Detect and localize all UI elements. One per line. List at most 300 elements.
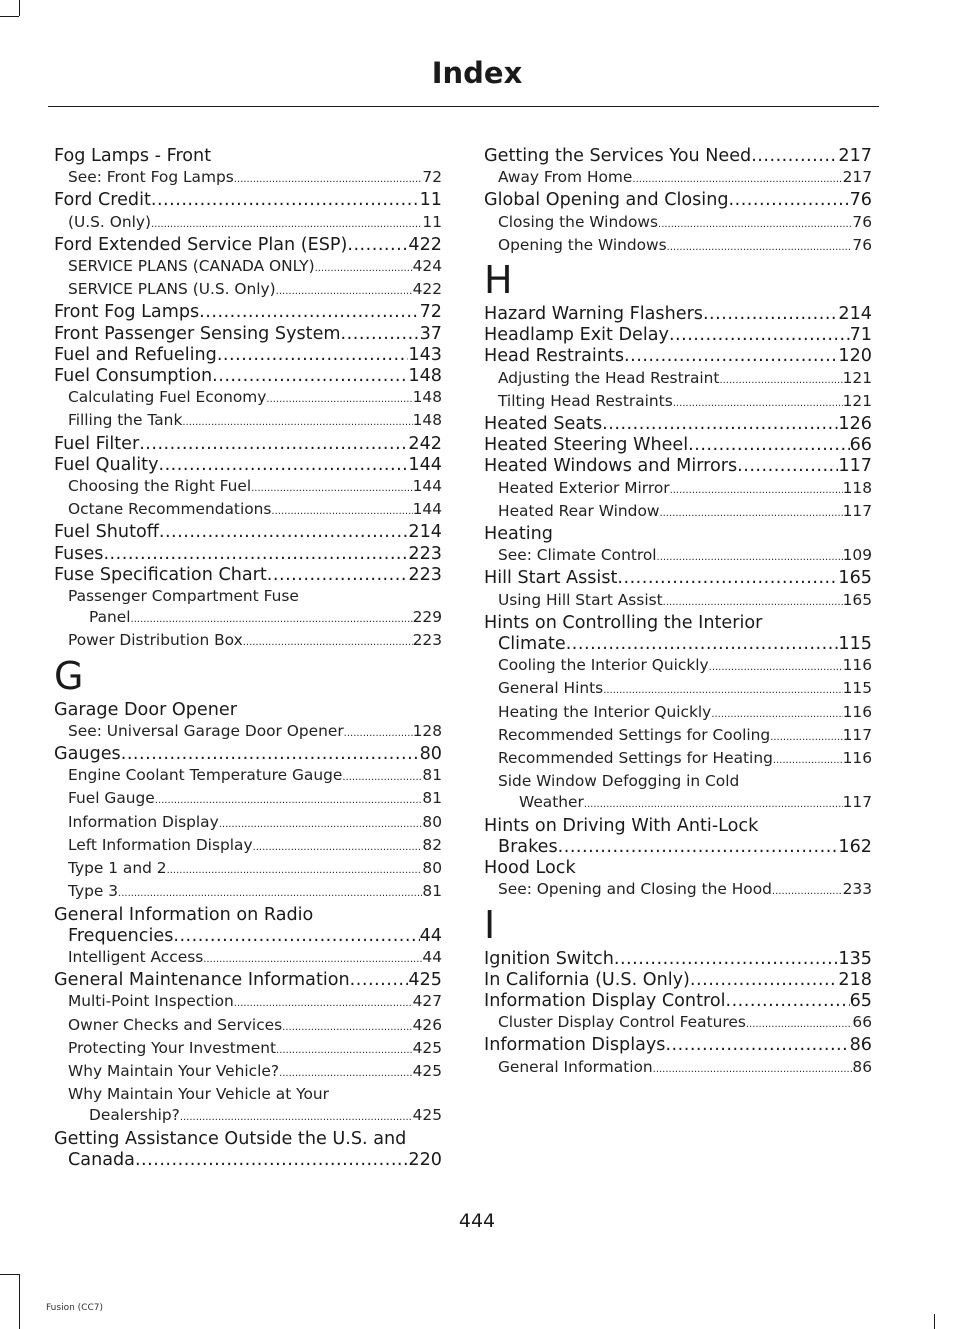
page-reference: 117 [838,456,872,477]
entry-label: Power Distribution Box [68,631,243,650]
dot-leader [665,1035,849,1056]
page-reference: 81 [422,766,442,785]
index-subentry [484,167,872,190]
index-entry [484,837,872,858]
entry-label: Fuel Gauge [68,789,155,808]
entry-label: Fog Lamps - Front [54,146,212,166]
entry-label: Heated Exterior Mirror [498,478,670,497]
dot-leader [182,412,412,433]
entry-label: Why Maintain Your Vehicle at Your [68,1085,329,1104]
index-entry [54,324,442,345]
entry-label: Fuel Quality [54,454,159,475]
page-reference: 80 [422,859,442,878]
page-reference: 128 [412,721,442,740]
dot-leader [234,993,413,1014]
index-subentry [484,879,872,902]
page-reference: 165 [842,590,872,609]
dot-leader [737,456,838,477]
crop-mark [19,1274,20,1329]
index-entry [484,634,872,655]
page-reference: 144 [408,454,442,475]
entry-label: Away From Home [498,168,633,187]
crop-mark [19,0,20,16]
entry-label: Octane Recommendations [68,500,272,519]
dot-leader [271,501,412,522]
dot-leader [584,794,843,815]
entry-label: Ignition Switch [484,948,614,969]
dot-leader [673,393,843,414]
entry-label: Fuses [54,543,104,564]
entry-label: Canada [68,1149,135,1170]
dot-leader [347,235,408,256]
entry-label: Recommended Settings for Heating [498,749,773,768]
index-subentry [484,748,872,771]
index-entry [484,568,872,589]
page-reference: 425 [412,1038,442,1057]
entry-label: In California (U.S. Only) [484,969,690,990]
dot-leader [251,478,412,499]
page-reference: 115 [838,634,872,655]
dot-leader [688,435,849,456]
dot-leader [253,837,423,858]
index-entry [484,613,872,634]
page-reference: 81 [422,882,442,901]
entry-label: General Information [498,1057,653,1076]
index-subentry [484,655,872,678]
entry-label: Side Window Defogging in Cold [498,772,740,791]
page-reference: 121 [842,391,872,410]
index-column-right [484,146,872,1080]
page-reference: 144 [412,477,442,496]
dot-leader [603,680,842,701]
index-subentry [54,991,442,1014]
dot-leader [151,214,422,235]
dot-leader [155,790,423,811]
page-reference: 162 [838,836,872,857]
index-subentry [54,721,442,744]
dot-leader [341,324,420,345]
index-subentry [54,1015,442,1038]
page-reference: 118 [842,478,872,497]
entry-label: Cluster Display Control Features [498,1013,746,1032]
page-reference: 214 [408,522,442,543]
dot-leader [773,750,843,771]
entry-label: Information Display Control [484,990,726,1011]
entry-label: Heating the Interior Quickly [498,702,712,721]
page-reference: 148 [412,411,442,430]
dot-leader [617,568,838,589]
dot-leader [167,860,423,881]
index-entry [54,302,442,323]
entry-label: Fuel Consumption [54,366,213,387]
dot-leader [159,522,409,543]
page-reference: 66 [849,435,872,456]
page-reference: 117 [842,725,872,744]
index-entry [54,434,442,455]
dot-leader [131,609,413,630]
entry-label: Opening the Windows [498,235,667,254]
dot-leader [558,837,839,858]
entry-label: (U.S. Only) [68,212,151,231]
index-entry [54,366,442,387]
header-rule [48,106,879,107]
page-reference: 220 [408,1149,442,1170]
dot-leader [267,565,409,586]
entry-label: Hazard Warning Flashers [484,304,703,325]
page-reference: 233 [842,880,872,899]
page-number: 444 [458,1210,496,1232]
index-entry [54,190,442,211]
index-subentry [54,1061,442,1084]
index-subentry [484,1057,872,1080]
dot-leader [118,883,422,904]
page-reference: 148 [408,366,442,387]
dot-leader [614,949,839,970]
index-column-left [54,146,442,1171]
index-subentry [484,545,872,568]
index-subentry [484,678,872,701]
index-subentry [484,590,872,613]
index-subentry [54,812,442,835]
index-subentry [54,586,442,607]
entry-label: Getting the Services You Need [484,146,752,166]
dot-leader [659,503,842,524]
entry-label: Type 3 [68,882,119,901]
dot-leader [243,632,413,653]
page-reference: 115 [842,679,872,698]
entry-label: See: Opening and Closing the Hood [498,880,772,899]
index-subentry [54,410,442,433]
index-subentry [54,279,442,302]
entry-label: Hood Lock [484,858,576,879]
dot-leader [282,1017,412,1038]
index-entry [484,1035,872,1056]
index-subentry [484,391,872,414]
index-section-letter: H [484,258,513,303]
entry-label: Choosing the Right Fuel [68,477,252,496]
index-entry [484,435,872,456]
dot-leader [279,1063,413,1084]
page-reference: 80 [419,744,442,765]
entry-label: Heated Seats [484,414,603,435]
index-subentry [54,387,442,410]
index-entry [484,456,872,477]
dot-leader [729,190,850,211]
page-reference: 81 [422,789,442,808]
dot-leader [772,881,843,902]
index-subentry [54,499,442,522]
index-entry [484,949,872,970]
dot-leader [217,345,409,366]
entry-label: Fuel Filter [54,433,140,454]
entry-label: Front Passenger Sensing System [54,323,341,344]
dot-leader [158,455,408,476]
page-reference: 37 [419,323,442,344]
page-reference: 116 [842,702,872,721]
dot-leader [135,1150,408,1171]
index-entry [484,858,872,879]
index-entry [54,926,442,947]
page-reference: 76 [849,190,872,211]
index-entry [484,991,872,1012]
entry-label: Garage Door Opener [54,699,237,720]
entry-label: Weather [519,793,584,812]
index-entry [54,1150,442,1171]
index-subentry [54,835,442,858]
entry-label: Information Display [68,812,219,831]
entry-label: Fuel and Refueling [54,344,217,365]
dot-leader [653,1059,853,1080]
page-reference: 143 [408,344,442,365]
page-reference: 425 [408,970,442,991]
page-reference: 116 [842,656,872,675]
entry-label: Type 1 and 2 [68,859,167,878]
dot-leader [103,544,408,565]
index-entry [54,345,442,366]
dot-leader [624,346,838,367]
index-entry [54,235,442,256]
entry-label: Adjusting the Head Restraint [498,368,720,387]
dot-leader [632,169,842,190]
dot-leader [667,237,853,258]
dot-leader [121,744,420,765]
entry-label: Multi-Point Inspection [68,992,234,1011]
index-subentry [54,1084,442,1105]
index-entry [484,346,872,367]
dot-leader [173,926,419,947]
index-entry [484,304,872,325]
page-reference: 120 [838,346,872,367]
index-entry [54,544,442,565]
page-reference: 426 [412,1015,442,1034]
index-subentry [484,501,872,524]
crop-mark [0,16,19,17]
page-reference: 76 [852,235,872,254]
entry-label: Protecting Your Investment [68,1038,277,1057]
entry-label: Front Fog Lamps [54,302,200,323]
entry-label: Owner Checks and Services [68,1015,283,1034]
index-subentry [484,725,872,748]
entry-label: Heating [484,524,553,545]
dot-leader [709,657,843,678]
index-subentry [54,788,442,811]
page-reference: 72 [419,302,442,323]
index-entry [54,905,442,926]
index-subentry [484,1012,872,1035]
entry-label: Head Restraints [484,346,625,367]
index-entry [484,524,872,545]
index-subentry [54,947,442,970]
entry-label: See: Front Fog Lamps [68,168,234,187]
index-subentry [54,212,442,235]
page-reference: 65 [849,990,872,1011]
page-reference: 109 [842,546,872,565]
index-subentry [54,167,442,190]
entry-label: Hints on Driving With Anti-Lock [484,815,759,836]
entry-label: Using Hill Start Assist [498,590,663,609]
footer-model: Fusion (CC7) [46,1303,103,1313]
entry-label: Frequencies [68,925,174,946]
entry-label: Closing the Windows [498,212,659,231]
index-section-letter: I [484,902,496,947]
dot-leader [719,370,842,391]
entry-label: SERVICE PLANS (CANADA ONLY) [68,257,315,276]
dot-leader [602,414,838,435]
index-subentry [54,256,442,279]
page-reference: 223 [408,564,442,585]
dot-leader [266,389,412,410]
index-section-letter: G [54,653,84,698]
entry-label: General Maintenance Information [54,970,350,991]
entry-label: Hill Start Assist [484,568,618,589]
dot-leader [670,480,843,501]
entry-label: Getting Assistance Outside the U.S. and [54,1128,407,1149]
entry-label: Headlamp Exit Delay [484,325,669,346]
page-reference: 223 [412,631,442,650]
page-title: Index [431,56,523,90]
dot-leader [342,767,422,788]
page-reference: 80 [422,812,442,831]
entry-label: Passenger Compartment Fuse [68,587,299,606]
page-reference: 427 [412,992,442,1011]
page-reference: 11 [419,190,442,211]
page-reference: 76 [852,212,872,231]
page-reference: 242 [408,433,442,454]
index-subentry [484,368,872,391]
crop-mark [934,1314,935,1329]
page-reference: 148 [412,388,442,407]
page-reference: 214 [838,304,872,325]
index-subentry [54,607,442,630]
dot-leader [212,366,408,387]
page-reference: 425 [412,1061,442,1080]
page-reference: 217 [842,168,872,187]
index-entry [54,970,442,991]
entry-label: Dealership? [89,1106,180,1125]
index-entry [54,455,442,476]
index-entry [54,700,442,721]
dot-leader [690,970,838,991]
dot-leader [657,547,843,568]
entry-label: Cooling the Interior Quickly [498,656,709,675]
entry-label: Calculating Fuel Economy [68,388,267,407]
page-reference: 117 [842,501,872,520]
entry-label: Gauges [54,744,121,765]
index-subentry [54,630,442,653]
dot-leader [669,325,850,346]
entry-label: Global Opening and Closing [484,190,729,211]
entry-label: Brakes [498,836,558,857]
index-entry [484,190,872,211]
page-reference: 229 [412,608,442,627]
entry-label: General Information on Radio [54,904,314,925]
entry-label: Climate [498,634,566,655]
dot-leader [139,434,408,455]
page-reference: 86 [852,1057,872,1076]
page-reference: 72 [422,168,442,187]
index-entry [54,1129,442,1150]
dot-leader [151,190,420,211]
index-entry [484,816,872,837]
page-reference: 44 [419,925,442,946]
page-reference: 86 [849,1035,872,1056]
index-subentry [484,235,872,258]
entry-label: Engine Coolant Temperature Gauge [68,766,343,785]
dot-leader [315,258,413,279]
index-subentry [484,212,872,235]
dot-leader [746,1014,853,1035]
page-reference: 117 [842,793,872,812]
index-subentry [54,881,442,904]
dot-leader [276,281,413,302]
index-subentry [54,1038,442,1061]
page-reference: 144 [412,500,442,519]
entry-label: Filling the Tank [68,411,183,430]
entry-label: See: Universal Garage Door Opener [68,721,344,740]
index-subentry [54,476,442,499]
entry-label: Fuse Specification Chart [54,564,267,585]
page-reference: 44 [422,947,442,966]
entry-label: General Hints [498,679,604,698]
page-reference: 422 [408,234,442,255]
page-reference: 424 [412,257,442,276]
dot-leader [703,304,838,325]
entry-label: Hints on Controlling the Interior [484,612,763,633]
page-reference: 126 [838,414,872,435]
dot-leader [219,814,423,835]
index-subentry [484,478,872,501]
page-reference: 135 [838,948,872,969]
dot-leader [180,1107,413,1128]
index-subentry [484,702,872,725]
entry-label: Why Maintain Your Vehicle? [68,1061,280,1080]
page-reference: 425 [412,1106,442,1125]
index-entry [484,970,872,991]
crop-mark [0,1274,19,1275]
dot-leader [770,727,842,748]
entry-label: Left Information Display [68,835,253,854]
page-reference: 116 [842,749,872,768]
page-reference: 165 [838,568,872,589]
entry-label: Information Displays [484,1035,666,1056]
entry-label: Tilting Head Restraints [498,391,673,410]
page-reference: 71 [849,325,872,346]
index-entry [484,414,872,435]
page-reference: 218 [838,969,872,990]
dot-leader [663,592,843,613]
entry-label: Ford Credit [54,190,151,211]
index-subentry [54,858,442,881]
dot-leader [725,991,849,1012]
index-subentry [484,792,872,815]
dot-leader [276,1040,413,1061]
index-entry [484,146,872,167]
dot-leader [711,704,842,725]
index-entry [54,744,442,765]
index-entry [54,565,442,586]
dot-leader [350,970,409,991]
index-entry [54,146,442,167]
dot-leader [234,169,423,190]
page-reference: 11 [422,212,442,231]
entry-label: Heated Windows and Mirrors [484,456,738,477]
page-reference: 223 [408,543,442,564]
dot-leader [566,634,839,655]
entry-label: Heated Rear Window [498,501,660,520]
entry-label: Fuel Shutoff [54,522,159,543]
entry-label: Ford Extended Service Plan (ESP) [54,234,348,255]
dot-leader [203,949,422,970]
